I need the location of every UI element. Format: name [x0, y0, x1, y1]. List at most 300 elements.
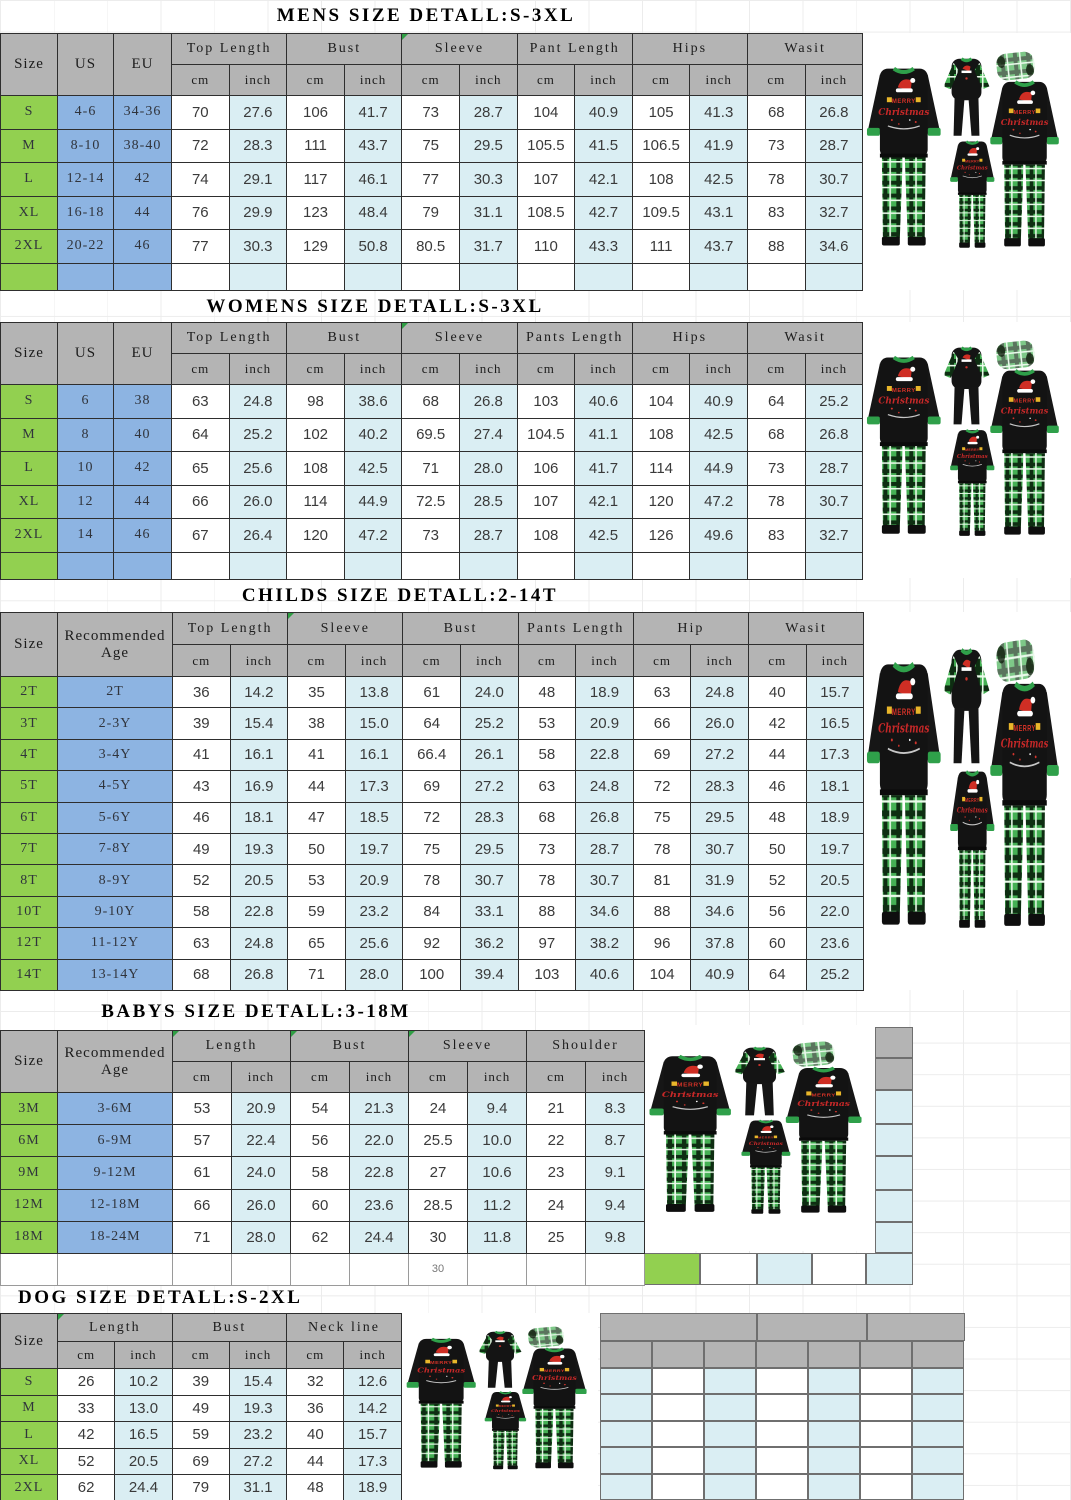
measurement-cell: 23: [527, 1157, 586, 1189]
unit-header-inch: inch: [576, 645, 634, 677]
measurement-cell: 123: [287, 196, 345, 230]
measurement-cell: 22.8: [230, 896, 288, 927]
column-group-neck-line: Neck line: [287, 1314, 402, 1342]
spreadsheet-cell: [808, 1421, 860, 1447]
plaid-face-mask-icon: [995, 638, 1035, 683]
spreadsheet-cell: [704, 1447, 756, 1474]
spreadsheet-cell: [757, 1253, 812, 1285]
measurement-cell: 30.7: [691, 833, 749, 864]
measurement-cell: 47: [288, 802, 346, 833]
svg-text:Christmas: Christmas: [797, 1098, 850, 1108]
left-value-cell: 2-3Y: [58, 708, 173, 739]
svg-text:Christmas: Christmas: [1000, 405, 1049, 416]
blank-cell: [632, 552, 690, 579]
unit-header-cm: cm: [748, 65, 806, 96]
blank-cell: [690, 263, 748, 290]
measurement-cell: 27.2: [229, 1448, 286, 1475]
spreadsheet-cell: [808, 1341, 860, 1368]
measurement-cell: 16.5: [806, 708, 864, 739]
size-row-l: [1, 452, 863, 486]
measurement-cell: 20.5: [115, 1448, 172, 1475]
dog-section-title: DOG SIZE DETALL:S-2XL: [18, 1287, 303, 1308]
adult-pajama-set-left: [867, 69, 941, 246]
header-row: [1, 323, 863, 354]
column-group-sleeve: Sleeve: [402, 34, 517, 65]
measurement-cell: 114: [632, 452, 690, 486]
measurement-cell: 25.2: [805, 385, 863, 419]
unit-header-cm: cm: [747, 354, 805, 385]
measurement-cell: 28.0: [232, 1221, 291, 1253]
measurement-cell: 41.1: [575, 418, 633, 452]
spreadsheet-cell: [756, 1474, 808, 1500]
blank-cell: [172, 552, 230, 579]
svg-text:Christmas: Christmas: [878, 108, 930, 119]
unit-header-inch: inch: [344, 1342, 401, 1369]
measurement-cell: 42.1: [575, 485, 633, 519]
measurement-cell: 73: [747, 452, 805, 486]
adult-pajama-set-right: [990, 371, 1058, 535]
unit-header-inch: inch: [459, 354, 517, 385]
spreadsheet-cell: [600, 1341, 652, 1368]
spreadsheet-cell: [860, 1341, 912, 1368]
spreadsheet-cell: [756, 1447, 808, 1474]
dog-size-table: [0, 1313, 402, 1500]
measurement-cell: 78: [518, 865, 576, 896]
measurement-cell: 74: [172, 163, 230, 197]
measurement-cell: 72: [172, 129, 230, 163]
measurement-cell: 22.0: [350, 1125, 409, 1157]
measurement-cell: 65: [172, 452, 230, 486]
size-row-m: [1, 418, 863, 452]
left-value-cell: 44: [114, 485, 172, 519]
unit-header-cm: cm: [172, 65, 230, 96]
measurement-cell: 59: [172, 1422, 229, 1449]
measurement-cell: 30.7: [805, 485, 863, 519]
blank-cell: [114, 552, 172, 579]
svg-text:MERRY: MERRY: [677, 1083, 704, 1089]
spreadsheet-cell: [808, 1447, 860, 1474]
measurement-cell: 52: [58, 1448, 115, 1475]
child-pajama-set: [950, 772, 994, 928]
spreadsheet-cell: [860, 1447, 912, 1474]
blank-cell: [517, 552, 575, 579]
unit-header-cm: cm: [291, 1062, 350, 1093]
measurement-cell: 26.1: [461, 739, 519, 770]
measurement-cell: 58: [291, 1157, 350, 1189]
spreadsheet-cell: [600, 1368, 652, 1394]
size-row-xl: [1, 1448, 402, 1475]
measurement-cell: 62: [58, 1475, 115, 1500]
measurement-cell: 56: [291, 1125, 350, 1157]
left-value-cell: 18-24M: [58, 1221, 173, 1253]
measurement-cell: 23.2: [229, 1422, 286, 1449]
blank-cell: [344, 263, 402, 290]
left-value-cell: 8: [58, 418, 114, 452]
left-value-cell: 34-36: [114, 96, 172, 130]
measurement-cell: 30.3: [229, 230, 287, 264]
spreadsheet-cell: [600, 1421, 652, 1447]
svg-text:Christmas: Christmas: [491, 1409, 520, 1414]
left-value-cell: 2T: [58, 677, 173, 708]
measurement-cell: 49: [172, 1395, 229, 1422]
measurement-cell: 48: [287, 1475, 344, 1500]
blank-cell: [586, 1253, 645, 1285]
measurement-cell: 30.7: [805, 163, 863, 197]
measurement-cell: 43.3: [575, 230, 633, 264]
plaid-face-mask-icon: [995, 340, 1035, 370]
measurement-cell: 49.6: [690, 519, 748, 553]
measurement-cell: 24.0: [461, 677, 519, 708]
measurement-cell: 79: [172, 1475, 229, 1500]
measurement-cell: 28.0: [459, 452, 517, 486]
measurement-cell: 44.9: [344, 485, 402, 519]
measurement-cell: 50: [288, 833, 346, 864]
size-cell: S: [1, 385, 58, 419]
measurement-cell: 42.5: [575, 519, 633, 553]
family-pajamas-illustration: [644, 1025, 875, 1251]
column-group-wasit: Wasit: [748, 613, 863, 645]
size-row-2t: [1, 677, 864, 708]
svg-text:Christmas: Christmas: [1000, 117, 1049, 128]
measurement-cell: 42.7: [575, 196, 633, 230]
column-group-top-length: Top Length: [173, 613, 288, 645]
column-group-wasit: Wasit: [748, 34, 863, 65]
measurement-cell: 60: [748, 928, 806, 959]
column-group-bust: Bust: [287, 34, 402, 65]
measurement-cell: 44: [288, 771, 346, 802]
adult-pajama-set-left: [407, 1339, 476, 1468]
unit-header-inch: inch: [575, 65, 633, 96]
measurement-cell: 68: [402, 385, 460, 419]
spreadsheet-cell: [600, 1313, 757, 1341]
unit-header-cm: cm: [403, 645, 461, 677]
measurement-cell: 110: [517, 230, 575, 264]
svg-text:MERRY: MERRY: [965, 797, 980, 804]
measurement-cell: 44: [748, 739, 806, 770]
spreadsheet-cell: [652, 1394, 704, 1421]
measurement-cell: 30.7: [461, 865, 519, 896]
unit-header-cm: cm: [173, 1062, 232, 1093]
mens-size-table-container: [0, 33, 863, 291]
measurement-cell: 18.5: [345, 802, 403, 833]
baby-romper: [944, 650, 990, 763]
unit-header-cm: cm: [287, 354, 345, 385]
measurement-cell: 44.9: [690, 452, 748, 486]
size-row-l: [1, 1422, 402, 1449]
unit-header-inch: inch: [115, 1342, 172, 1369]
measurement-cell: 43.7: [344, 129, 402, 163]
svg-text:MERRY: MERRY: [430, 1360, 453, 1366]
svg-text:MERRY: MERRY: [891, 387, 916, 394]
column-header-size: Size: [1, 34, 58, 96]
size-cell: M: [1, 1395, 58, 1422]
svg-text:MERRY: MERRY: [758, 1136, 774, 1140]
measurement-cell: 29.5: [461, 833, 519, 864]
measurement-cell: 25.6: [345, 928, 403, 959]
blank-row: [1, 1253, 645, 1285]
womens-size-table-container: [0, 322, 863, 580]
column-group-bust: Bust: [291, 1031, 409, 1062]
measurement-cell: 39.4: [461, 959, 519, 990]
measurement-cell: 68: [173, 959, 231, 990]
unit-header-inch: inch: [344, 65, 402, 96]
measurement-cell: 25.6: [229, 452, 287, 486]
size-cell: 4T: [1, 739, 58, 770]
measurement-cell: 78: [748, 163, 806, 197]
blank-cell: [229, 263, 287, 290]
unit-header-inch: inch: [345, 645, 403, 677]
measurement-cell: 31.1: [229, 1475, 286, 1500]
measurement-cell: 25.2: [461, 708, 519, 739]
blank-cell: [527, 1253, 586, 1285]
measurement-cell: 24: [409, 1093, 468, 1125]
column-group-length: Length: [173, 1031, 291, 1062]
svg-text:Christmas: Christmas: [956, 165, 988, 172]
measurement-cell: 13.8: [345, 677, 403, 708]
measurement-cell: 106: [287, 96, 345, 130]
spreadsheet-cell: [808, 1368, 860, 1394]
measurement-cell: 108: [517, 519, 575, 553]
size-row-s: [1, 96, 863, 130]
column-group-pants-length: Pants Length: [518, 613, 633, 645]
measurement-cell: 43.1: [690, 196, 748, 230]
unit-header-cm: cm: [172, 354, 230, 385]
size-cell: XL: [1, 1448, 58, 1475]
column-header-size: Size: [1, 1031, 58, 1093]
size-cell: XL: [1, 485, 58, 519]
blank-cell: [690, 552, 748, 579]
baby-romper: [479, 1332, 522, 1388]
child-pajama-set: [950, 142, 994, 248]
blank-cell: [459, 552, 517, 579]
measurement-cell: 63: [633, 677, 691, 708]
measurement-cell: 25.5: [409, 1125, 468, 1157]
size-cell: 10T: [1, 896, 58, 927]
measurement-cell: 36: [287, 1395, 344, 1422]
measurement-cell: 109.5: [632, 196, 690, 230]
measurement-cell: 39: [172, 1369, 229, 1396]
unit-header-cm: cm: [409, 1062, 468, 1093]
measurement-cell: 49: [173, 833, 231, 864]
measurement-cell: 40.2: [344, 418, 402, 452]
left-value-cell: 5-6Y: [58, 802, 173, 833]
column-group-hips: Hips: [632, 34, 747, 65]
measurement-cell: 20.5: [230, 865, 288, 896]
measurement-cell: 26.8: [576, 802, 634, 833]
measurement-cell: 43: [173, 771, 231, 802]
measurement-cell: 42.5: [690, 163, 748, 197]
blank-cell: [350, 1253, 409, 1285]
measurement-cell: 63: [173, 928, 231, 959]
unit-header-inch: inch: [230, 645, 288, 677]
unit-header-inch: inch: [691, 645, 749, 677]
blank-cell: [58, 263, 114, 290]
womens-family-pajamas-photo: [862, 322, 1071, 578]
dog-size-table-container: [0, 1313, 402, 1500]
measurement-cell: 46: [173, 802, 231, 833]
measurement-cell: 104: [633, 959, 691, 990]
measurement-cell: 15.0: [345, 708, 403, 739]
size-cell: 2XL: [1, 230, 58, 264]
measurement-cell: 81: [633, 865, 691, 896]
plaid-face-mask-icon: [791, 1041, 836, 1068]
size-cell: M: [1, 418, 58, 452]
measurement-cell: 53: [173, 1093, 232, 1125]
spreadsheet-cell: [652, 1368, 704, 1394]
measurement-cell: 120: [287, 519, 345, 553]
measurement-cell: 103: [518, 959, 576, 990]
measurement-cell: 53: [518, 708, 576, 739]
measurement-cell: 41.7: [344, 96, 402, 130]
size-cell: 12T: [1, 928, 58, 959]
childs-size-table: [0, 612, 864, 991]
column-header-recommended-age: Recommended Age: [58, 613, 173, 677]
left-value-cell: 12: [58, 485, 114, 519]
measurement-cell: 18.1: [806, 771, 864, 802]
spreadsheet-cell: [812, 1253, 866, 1285]
measurement-cell: 104: [632, 385, 690, 419]
column-group-top-length: Top Length: [172, 34, 287, 65]
measurement-cell: 26.8: [805, 96, 863, 130]
size-row-3t: [1, 708, 864, 739]
size-cell: 9M: [1, 1157, 58, 1189]
measurement-cell: 69: [172, 1448, 229, 1475]
left-value-cell: 46: [114, 230, 172, 264]
family-pajamas-illustration: [862, 612, 1071, 990]
measurement-cell: 9.1: [586, 1157, 645, 1189]
child-pajama-set: [485, 1392, 526, 1469]
measurement-cell: 11.8: [468, 1221, 527, 1253]
measurement-cell: 52: [173, 865, 231, 896]
measurement-cell: 20.9: [232, 1093, 291, 1125]
measurement-cell: 108: [632, 418, 690, 452]
blank-row: [1, 552, 863, 579]
measurement-cell: 42: [58, 1422, 115, 1449]
adult-pajama-set-right: [990, 684, 1058, 926]
column-group-bust: Bust: [172, 1314, 287, 1342]
size-row-7t: [1, 833, 864, 864]
size-cell: 3M: [1, 1093, 58, 1125]
measurement-cell: 18.9: [806, 802, 864, 833]
measurement-cell: 44: [287, 1448, 344, 1475]
measurement-cell: 26.0: [232, 1189, 291, 1221]
measurement-cell: 15.4: [230, 708, 288, 739]
size-row-2xl: [1, 230, 863, 264]
measurement-cell: 42.5: [344, 452, 402, 486]
measurement-cell: 27.4: [459, 418, 517, 452]
measurement-cell: 69: [403, 771, 461, 802]
measurement-cell: 59: [288, 896, 346, 927]
measurement-cell: 98: [287, 385, 345, 419]
measurement-cell: 40.9: [575, 96, 633, 130]
measurement-cell: 32.7: [805, 519, 863, 553]
measurement-cell: 79: [402, 196, 460, 230]
measurement-cell: 28.3: [691, 771, 749, 802]
measurement-cell: 129: [287, 230, 345, 264]
measurement-cell: 10.0: [468, 1125, 527, 1157]
column-group-hip: Hip: [633, 613, 748, 645]
column-header-eu: EU: [114, 34, 172, 96]
measurement-cell: 31.7: [459, 230, 517, 264]
left-value-cell: 42: [114, 163, 172, 197]
measurement-cell: 80.5: [402, 230, 460, 264]
measurement-cell: 50: [748, 833, 806, 864]
column-header-recommended-age: Recommended Age: [58, 1031, 173, 1093]
unit-header-cm: cm: [288, 645, 346, 677]
spreadsheet-cell: [757, 1313, 867, 1341]
measurement-cell: 30.3: [459, 163, 517, 197]
dog-family-pajamas-photo: [402, 1313, 598, 1500]
measurement-cell: 11.2: [468, 1189, 527, 1221]
header-row: [1, 34, 863, 65]
unit-header-cm: cm: [172, 1342, 229, 1369]
measurement-cell: 63: [518, 771, 576, 802]
measurement-cell: 41.5: [575, 129, 633, 163]
measurement-cell: 9.8: [586, 1221, 645, 1253]
svg-text:Christmas: Christmas: [661, 1091, 719, 1100]
measurement-cell: 107: [517, 163, 575, 197]
measurement-cell: 108: [287, 452, 345, 486]
size-cell: L: [1, 163, 58, 197]
unit-header-inch: inch: [805, 65, 863, 96]
measurement-cell: 22.0: [806, 896, 864, 927]
header-row: [1, 1314, 402, 1342]
measurement-cell: 27.6: [229, 96, 287, 130]
spreadsheet-cell: [704, 1474, 756, 1500]
svg-text:Christmas: Christmas: [748, 1141, 783, 1147]
measurement-cell: 17.3: [345, 771, 403, 802]
measurement-cell: 68: [747, 418, 805, 452]
column-group-pant-length: Pant Length: [517, 34, 632, 65]
measurement-cell: 47.2: [344, 519, 402, 553]
measurement-cell: 39: [173, 708, 231, 739]
measurement-cell: 61: [173, 1157, 232, 1189]
blank-cell: [747, 552, 805, 579]
size-cell: XL: [1, 196, 58, 230]
measurement-cell: 71: [288, 959, 346, 990]
column-header-size: Size: [1, 323, 58, 385]
spreadsheet-cell: [700, 1253, 757, 1285]
measurement-cell: 75: [403, 833, 461, 864]
svg-text:MERRY: MERRY: [891, 99, 916, 106]
blank-cell: [805, 552, 863, 579]
blank-cell: [402, 263, 460, 290]
left-value-cell: 8-9Y: [58, 865, 173, 896]
measurement-cell: 77: [172, 230, 230, 264]
measurement-cell: 60: [291, 1189, 350, 1221]
adult-pajama-set-right: [990, 82, 1058, 247]
womens-size-table: [0, 322, 863, 580]
measurement-cell: 34.6: [576, 896, 634, 927]
measurement-cell: 48.4: [344, 196, 402, 230]
measurement-cell: 77: [402, 163, 460, 197]
size-cell: S: [1, 1369, 58, 1396]
unit-header-inch: inch: [461, 645, 519, 677]
measurement-cell: 41: [288, 739, 346, 770]
measurement-cell: 28.5: [409, 1189, 468, 1221]
measurement-cell: 117: [287, 163, 345, 197]
column-group-wasit: Wasit: [747, 323, 862, 354]
column-group-hips: Hips: [632, 323, 747, 354]
spreadsheet-cell: [875, 1222, 913, 1253]
svg-text:Christmas: Christmas: [532, 1373, 577, 1382]
measurement-cell: 43.7: [690, 230, 748, 264]
unit-header-inch: inch: [586, 1062, 645, 1093]
unit-header-inch: inch: [229, 1342, 286, 1369]
size-cell: 2T: [1, 677, 58, 708]
size-cell: 6T: [1, 802, 58, 833]
unit-header-inch: inch: [350, 1062, 409, 1093]
